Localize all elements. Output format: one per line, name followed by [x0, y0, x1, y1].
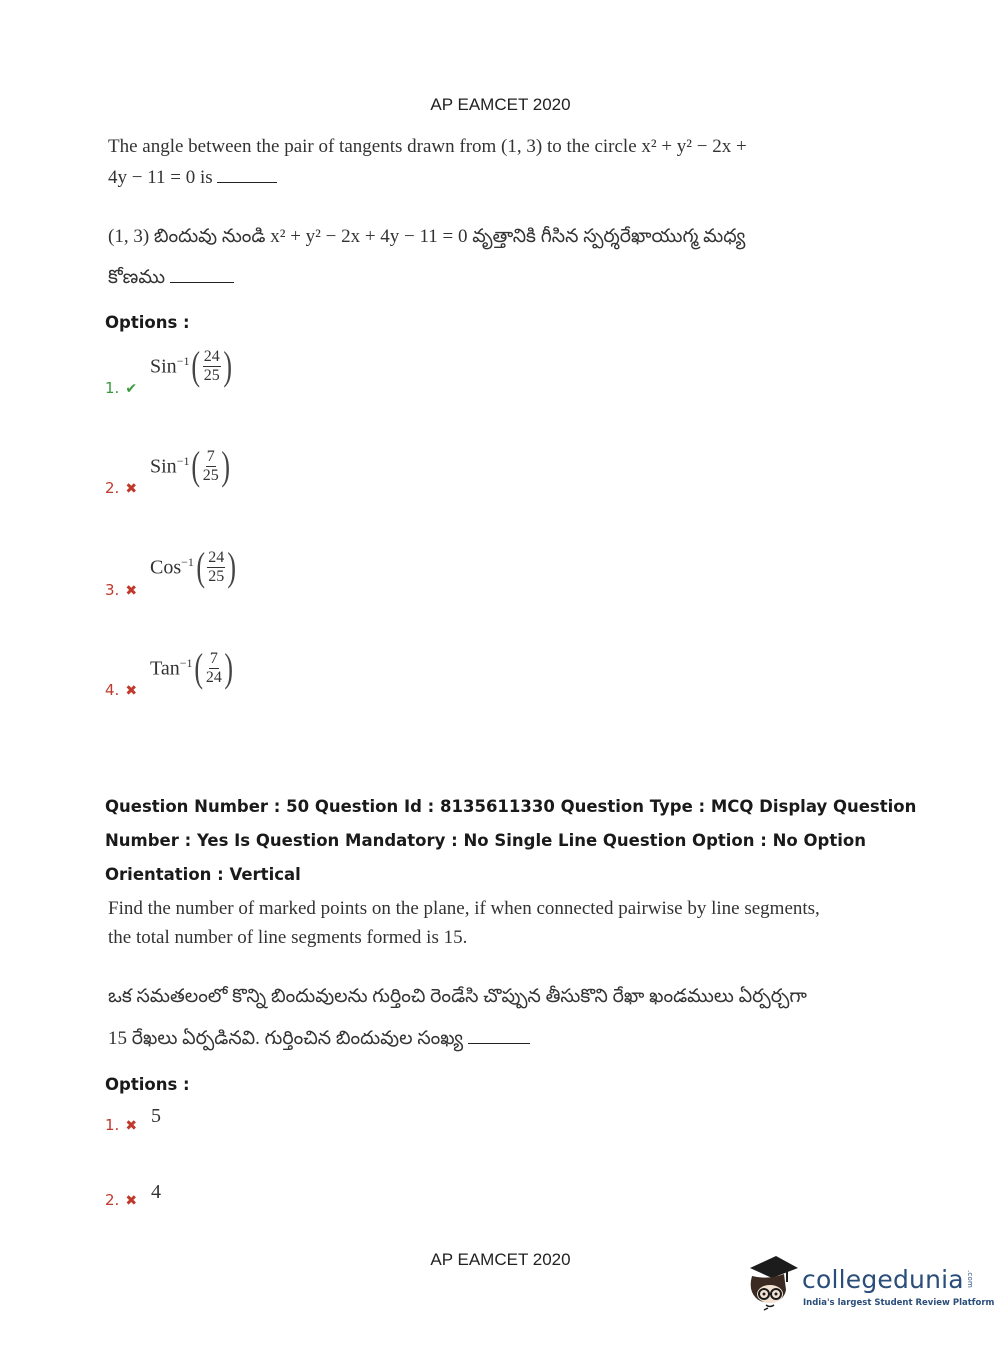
option-1-number: 1. ✔	[105, 379, 138, 397]
question-meta-line2: Number : Yes Is Question Mandatory : No Single Line Question Option : No Option	[105, 831, 866, 850]
cross-icon: ✖	[125, 583, 138, 599]
options-label: Options :	[105, 313, 190, 332]
option-2-expression[interactable]: Sin$^{-1}$ ( $\frac{7}{25}$ )	[150, 443, 230, 488]
answer-blank	[468, 1027, 530, 1044]
page-footer: AP EAMCET 2020	[430, 1250, 571, 1269]
question-text-english-line2: 4y − 11 = 0 is	[108, 166, 277, 189]
answer-blank	[170, 266, 234, 283]
option-3-expression[interactable]: Cos$^{-1}$ ( $\frac{24}{25}$ )	[150, 544, 237, 589]
question-text-english-line1: The angle between the pair of tangents drawn from (1, 3) to the circle x² + y² − 2x +	[108, 136, 747, 157]
cross-icon: ✖	[125, 1118, 138, 1134]
page-header: AP EAMCET 2020	[430, 95, 571, 114]
cross-icon: ✖	[125, 683, 138, 699]
option-2-number: 2. ✖	[105, 479, 138, 497]
cross-icon: ✖	[125, 1193, 138, 1209]
options-label: Options :	[105, 1075, 190, 1094]
collegedunia-logo[interactable]: collegedunia .com	[802, 1265, 974, 1294]
answer-blank	[217, 166, 277, 183]
logo-tagline: India's largest Student Review Platform	[803, 1298, 995, 1308]
option-1-value[interactable]: 5	[151, 1105, 161, 1127]
question-text-telugu-line1: (1, 3) బిందువు నుండి x² + y² − 2x + 4y − 11 = 0 వృత్తానికి గీసిన స్పర్శరేఖాయుగ్మ మధ్య	[108, 226, 746, 247]
option-1-expression[interactable]: Sin$^{-1}$ ( $\frac{24}{25}$ )	[150, 343, 232, 388]
question-text-telugu-line1: ఒక సమతలంలో కొన్ని బిందువులను గుర్తించి రెండేసి చొప్పున తీసుకొని రేఖా ఖండములు ఏర్పర్చగా	[108, 986, 807, 1007]
cross-icon: ✖	[125, 481, 138, 497]
option-2-value[interactable]: 4	[151, 1181, 161, 1203]
option-4-expression[interactable]: Tan$^{-1}$ ( $\frac{7}{24}$ )	[150, 645, 233, 690]
option-4-number: 4. ✖	[105, 681, 138, 699]
option-2-number: 2. ✖	[105, 1191, 138, 1209]
question-text-english-line1: Find the number of marked points on the plane, if when connected pairwise by line segments,	[108, 898, 820, 919]
question-text-telugu-line2: కోణము	[108, 266, 234, 293]
question-meta-line3: Orientation : Vertical	[105, 865, 301, 884]
collegedunia-mascot-icon	[742, 1250, 800, 1312]
question-text-telugu-line2: 15 రేఖలు ఏర్పడినవి. గుర్తించిన బిందువుల సంఖ్య	[108, 1027, 530, 1054]
question-meta-line1: Question Number : 50 Question Id : 8135611330 Question Type : MCQ Display Question	[105, 797, 917, 816]
question-text-english-line2: the total number of line segments formed is 15.	[108, 927, 468, 948]
option-1-number: 1. ✖	[105, 1116, 138, 1134]
option-3-number: 3. ✖	[105, 581, 138, 599]
check-icon: ✔	[125, 381, 138, 397]
